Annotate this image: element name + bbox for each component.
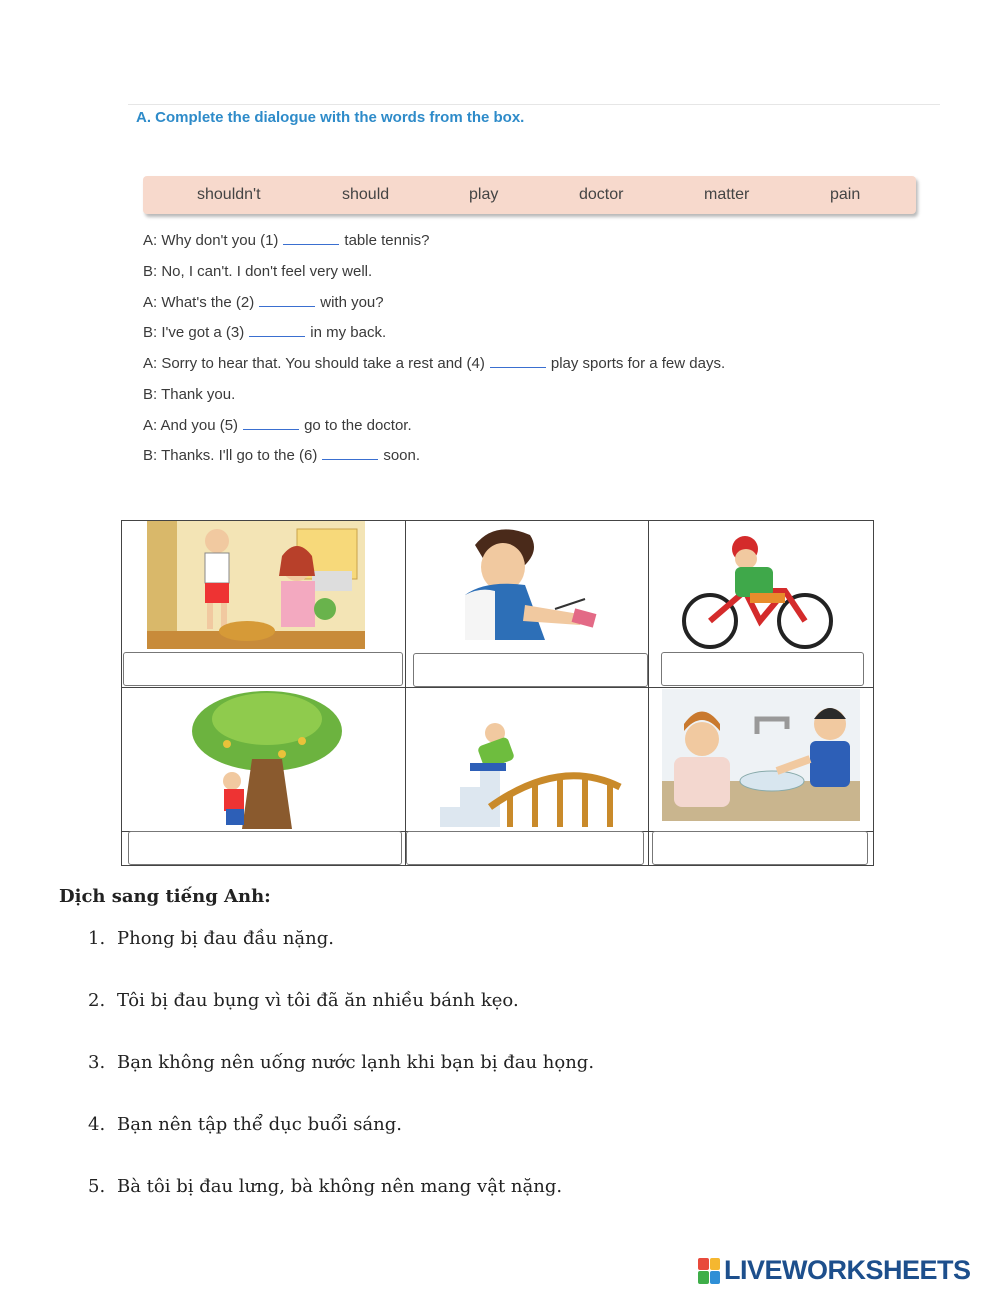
item-number: 2.: [88, 990, 106, 1011]
picture-answer-input-4[interactable]: [128, 831, 402, 865]
picture-answer-input-6[interactable]: [652, 831, 868, 865]
dialogue-text: play sports for a few days.: [550, 355, 726, 372]
item-number: 1.: [88, 928, 106, 949]
dialogue-text: table tennis?: [344, 232, 430, 249]
picture-answer-input-1[interactable]: [123, 652, 403, 686]
answer-blank-4[interactable]: [490, 355, 546, 368]
logo-mark-icon: [698, 1258, 720, 1284]
picture-answer-input-3[interactable]: [661, 652, 864, 686]
answer-blank-5[interactable]: [243, 417, 299, 430]
dialogue-text: A: Sorry to hear that. You should take a rest and (4): [143, 355, 485, 372]
picture-answer-input-5[interactable]: [406, 831, 644, 865]
dialogue-text: B: Thanks. I'll go to the (6): [143, 447, 318, 464]
item-text: Bạn nên tập thể dục buổi sáng.: [117, 1114, 402, 1135]
answer-blank-6[interactable]: [322, 447, 378, 460]
translation-item: [88, 928, 334, 949]
picture-answer-input-2[interactable]: [413, 653, 648, 687]
item-text: Tôi bị đau bụng vì tôi đã ăn nhiều bánh kẹo.: [117, 990, 519, 1011]
translation-item: [88, 1176, 562, 1197]
item-text: Phong bị đau đầu nặng.: [117, 928, 334, 949]
dialogue-line: [143, 232, 430, 249]
dialogue-text: with you?: [320, 294, 384, 311]
answer-blank-2[interactable]: [259, 294, 315, 307]
dialogue-line: [143, 324, 386, 341]
riding-bike-icon: [680, 531, 840, 649]
item-number: 4.: [88, 1114, 106, 1135]
translation-item: [88, 1052, 594, 1073]
dialogue-line: [143, 386, 235, 403]
brand-name: LIVEWORKSHEETS: [724, 1255, 971, 1285]
dialogue-text: B: No, I can't. I don't feel very well.: [143, 263, 373, 280]
cut-finger-icon: [455, 525, 605, 645]
word-box-item: should: [342, 186, 390, 203]
item-number: 5.: [88, 1176, 106, 1197]
answer-blank-3[interactable]: [249, 324, 305, 337]
word-box-item: shouldn't: [197, 186, 261, 203]
dialogue-text: A: Why don't you (1): [143, 232, 279, 249]
word-box-item: doctor: [579, 186, 624, 203]
climbing-tree-icon: [182, 689, 352, 829]
picture-grid: [121, 520, 874, 866]
item-text: Bạn không nên uống nước lạnh khi bạn bị đau họng.: [117, 1052, 595, 1073]
dialogue-text: A: And you (5): [143, 417, 239, 434]
dialogue-text: in my back.: [310, 324, 387, 341]
translation-title: Dịch sang tiếng Anh:: [59, 886, 271, 907]
item-text: Bà tôi bị đau lưng, bà không nên mang vật nặng.: [117, 1176, 563, 1197]
liveworksheets-logo: [698, 1255, 971, 1286]
washing-wound-icon: [662, 689, 860, 821]
word-box-item: play: [469, 186, 499, 203]
exercise-title: A. Complete the dialogue with the words from the box.: [136, 109, 525, 126]
dialogue-text: B: I've got a (3): [143, 324, 245, 341]
dialogue-line: [143, 294, 384, 311]
dialogue-line: [143, 355, 725, 372]
word-box: [143, 176, 916, 214]
dialogue-text: A: What's the (2): [143, 294, 255, 311]
falling-stairs-icon: [430, 717, 630, 829]
section-divider: [128, 104, 940, 105]
word-box-item: matter: [704, 186, 750, 203]
translation-item: [88, 990, 519, 1011]
dialogue-line: [143, 263, 372, 280]
dialogue-text: B: Thank you.: [143, 386, 236, 403]
dialogue-line: [143, 447, 420, 464]
item-number: 3.: [88, 1052, 106, 1073]
word-box-item: pain: [830, 186, 861, 203]
dialogue-text: soon.: [383, 447, 421, 464]
dialogue-line: [143, 417, 412, 434]
dialogue-text: go to the doctor.: [304, 417, 412, 434]
translation-item: [88, 1114, 402, 1135]
answer-blank-1[interactable]: [283, 232, 339, 245]
cutting-vegetables-icon: [147, 521, 365, 649]
